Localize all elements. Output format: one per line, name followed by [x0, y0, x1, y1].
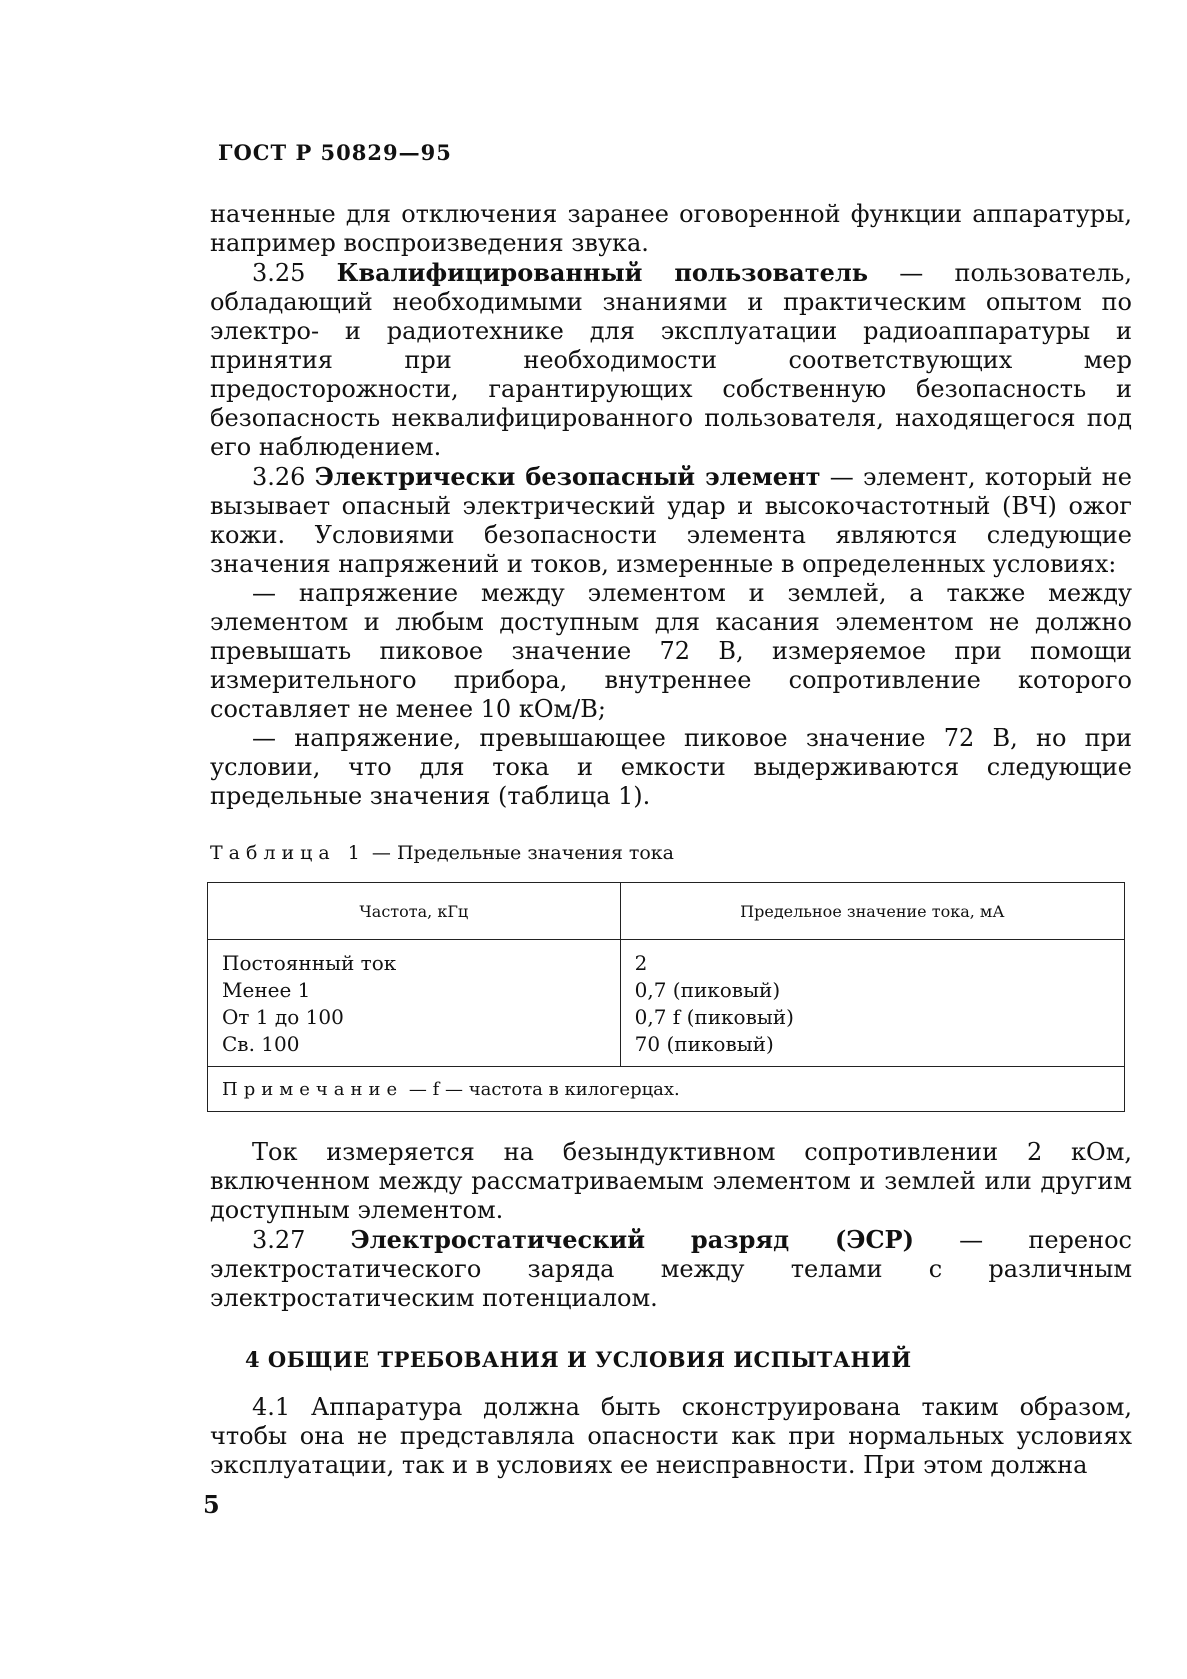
term-title: Электрически безопасный элемент — [314, 462, 821, 491]
frequency-value: Менее 1 — [222, 978, 311, 1002]
column-header-current: Предельное значение тока, мА — [620, 883, 1124, 940]
definitions-block — [210, 200, 1132, 811]
item-3-25 — [210, 258, 1132, 462]
document-header: ГОСТ Р 50829—95 — [218, 140, 452, 165]
list-item-voltage-peak: — напряжение, превышающее пиковое значение 72 В, но при условии, что для тока и емкости выдерживаются следующие предельные значения (таблица 1). — [210, 724, 1132, 810]
table-title: — Предельные значения тока — [365, 842, 675, 864]
item-number: 3.25 — [252, 259, 306, 287]
continuation-paragraph: наченные для отключения заранее оговоренной функции аппаратуры, например воспроизведения звука. — [210, 200, 1132, 257]
term-title: Электростатический разряд (ЭСР) — [350, 1225, 914, 1254]
section-heading: 4 ОБЩИЕ ТРЕБОВАНИЯ И УСЛОВИЯ ИСПЫТАНИЙ — [245, 1347, 912, 1372]
table-label: Таблица 1 — [210, 842, 366, 864]
frequency-value: Постоянный ток — [222, 951, 397, 975]
frequency-cell — [208, 940, 621, 1067]
post-table-block — [210, 1138, 1132, 1313]
current-value: 0,7 (пиковый) — [634, 978, 781, 1002]
frequency-value: Св. 100 — [222, 1032, 300, 1056]
current-cell — [620, 940, 1124, 1067]
current-value: 0,7 f (пиковый) — [634, 1005, 794, 1029]
list-item-voltage: — напряжение между элементом и землей, а также между элементом и любым доступным для касания элементом не должно превышать пиковое значение 72 В, измеряемое при помощи измерительного прибора, внутреннее сопротивление которого составляет не менее 10 кОм/В; — [210, 579, 1132, 723]
column-header-frequency: Частота, кГц — [208, 883, 621, 940]
table-header-row — [208, 883, 1125, 940]
term-definition: — пользователь, обладающий необходимыми знаниями и практическим опытом по электро- и радиотехнике для эксплуатации радиоаппаратуры и принятия при необходимости соответствующих мер предосторожности, гарантирующих собственную безопасность и безопасность неквалифицированного пользователя, находящегося под его наблюдением. — [210, 259, 1132, 461]
note-text: — f — частота в килогерцах. — [403, 1078, 680, 1100]
current-value: 70 (пиковый) — [634, 1032, 774, 1056]
table-note — [208, 1067, 1125, 1112]
section-4-block — [210, 1393, 1132, 1480]
item-4-1: 4.1 Аппаратура должна быть сконструирована таким образом, чтобы она не представляла опасности как при нормальных условиях эксплуатации, так и в условиях ее неисправности. При этом должна — [210, 1393, 1132, 1479]
item-number: 3.27 — [252, 1226, 306, 1254]
term-title: Квалифицированный пользователь — [336, 258, 869, 287]
table-caption — [210, 842, 674, 864]
frequency-value: От 1 до 100 — [222, 1005, 344, 1029]
note-label: Примечание — [222, 1078, 404, 1100]
item-3-26 — [210, 462, 1132, 579]
table-note-row — [208, 1067, 1125, 1112]
current-value: 2 — [634, 951, 648, 975]
table-row — [208, 940, 1125, 1067]
current-limits-table — [207, 882, 1125, 1112]
page-number: 5 — [203, 1490, 220, 1519]
measurement-paragraph: Ток измеряется на безындуктивном сопротивлении 2 кОм, включенном между рассматриваемым элементом и землей или другим доступным элементом. — [210, 1138, 1132, 1224]
term-definition: — элемент, который не вызывает опасный электрический удар и высокочастотный (ВЧ) ожог кожи. Условиями безопасности элемента являются следующие значения напряжений и токов, измеренные в определенных условиях: — [210, 463, 1132, 578]
term-definition: — перенос электростатического заряда между телами с различным электростатическим потенциалом. — [210, 1226, 1132, 1312]
item-3-27 — [210, 1225, 1132, 1313]
item-number: 3.26 — [252, 463, 306, 491]
